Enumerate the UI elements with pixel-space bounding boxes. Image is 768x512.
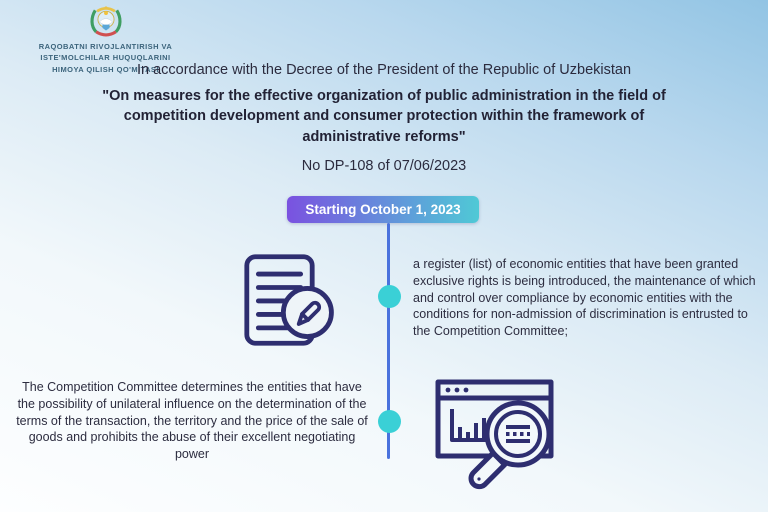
- timeline-item-text-committee: The Competition Committee determines the entities that have the possibility of unilateral influence on the determination of the terms of the transaction, the territory and the price of the sale of goods and prohibits the abuse of their excellent negotiating power: [16, 380, 368, 461]
- browser-chart-magnifier-icon: [432, 373, 584, 509]
- decree-intro-text: In accordance with the Decree of the President of the Republic of Uzbekistan: [136, 62, 632, 78]
- decree-number-text: No DP-108 of 07/06/2023: [301, 157, 467, 174]
- org-name-line: HIMOYA QILISH QO'MITASI: [52, 64, 159, 74]
- decree-title-text: "On measures for the effective organization of public administration in the field of competition development and consumer protection within the framework of administrative reforms": [102, 88, 666, 145]
- org-name-line: RAQOBATNI RIVOJLANTIRISH VA: [38, 42, 173, 51]
- timeline-dot-1: [378, 285, 401, 308]
- start-date-badge: Starting October 1, 2023: [287, 196, 479, 223]
- uzbekistan-emblem-icon: [88, 5, 124, 39]
- document-pencil-icon: [242, 250, 342, 350]
- timeline-dot-2: [378, 410, 401, 433]
- org-name-line: ISTE'MOLCHILAR HUQUQLARINI: [40, 53, 171, 63]
- header-block: [0, 62, 768, 174]
- timeline-item-text-register: a register (list) of economic entities that have been granted exclusive rights is being introduced, the maintenance of which and control over compliance by economic entities with the conditions for non-admission of discrimination is entrusted to the Competition Committee;: [413, 257, 756, 338]
